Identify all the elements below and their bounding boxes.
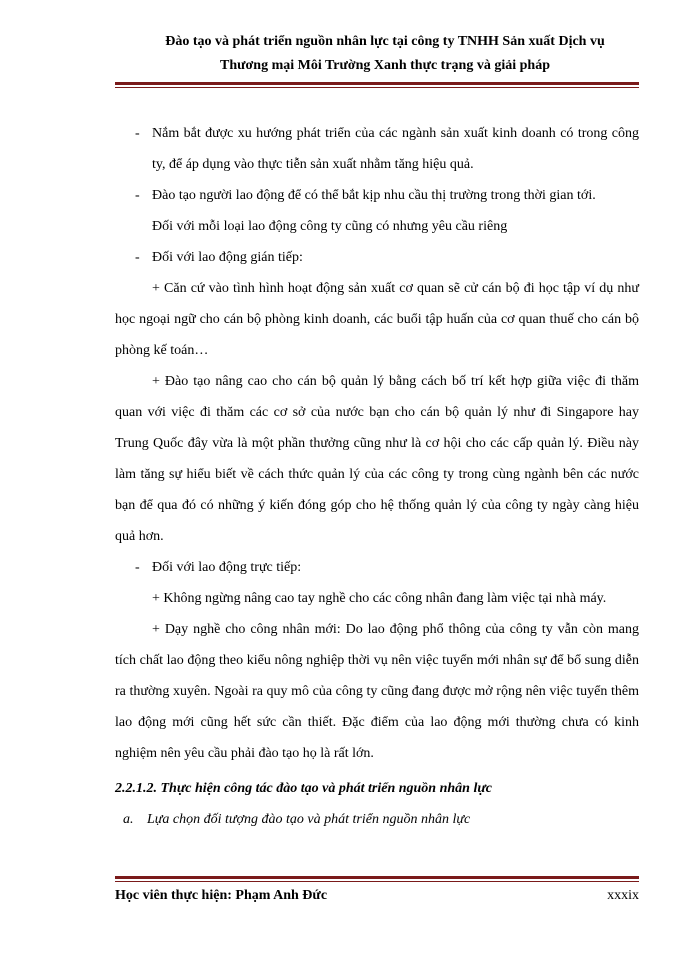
section-heading: 2.2.1.2. Thực hiện công tác đào tạo và phát triển nguồn nhân lực (115, 781, 492, 796)
bullet-text: Nắm bắt được xu hướng phát triển của các ngành sản xuất kinh doanh có trong công ty, để áp dụng vào thực tiễn sản xuất nhằm tăng hiệu quả. (152, 126, 639, 172)
document-body (115, 118, 639, 835)
header-line-2: Thương mại Môi Trường Xanh thực trạng và giải pháp (220, 58, 550, 73)
paragraph: + Không ngừng nâng cao tay nghề cho các công nhân đang làm việc tại nhà máy. (152, 591, 607, 606)
footer-divider (115, 876, 639, 882)
bullet-dash: - (135, 250, 140, 265)
bullet-paragraph (115, 180, 639, 211)
page-header-title (100, 30, 670, 78)
bullet-paragraph (115, 552, 639, 583)
paragraph: + Đào tạo nâng cao cho cán bộ quản lý bằng cách bố trí kết hợp giữa việc đi thăm quan với việc đi thăm các cơ sở của nước bạn cho cán bộ quản lý như đi Singapore hay Trung Quốc đây vừa là một phần thưởng cũng như là cơ hội cho các cấp quản lý. Điều này làm tăng sự hiểu biết về cách thức quản lý của các công ty trong cùng ngành bên các nước bạn để qua đó có những ý kiến đóng góp cho hệ thống quản lý của công ty ngày càng hiệu quả hơn. (115, 374, 639, 544)
header-line-1: Đào tạo và phát triển nguồn nhân lực tại công ty TNHH Sản xuất Dịch vụ (165, 34, 605, 49)
bullet-dash: - (135, 560, 140, 575)
page-footer (115, 888, 639, 904)
paragraph: + Căn cứ vào tình hình hoạt động sản xuất cơ quan sẽ cử cán bộ đi học tập ví dụ như học ngoại ngữ cho cán bộ phòng kinh doanh, các buổi tập huấn của cơ quan thuế cho cán bộ phòng kế toán… (115, 281, 639, 358)
bullet-text: Đào tạo người lao động để có thể bắt kịp nhu cầu thị trường trong thời gian tới. (152, 188, 596, 203)
paragraph: Đối với mỗi loại lao động công ty cũng có nhưng yêu cầu riêng (152, 219, 508, 234)
subsection-text: Lựa chọn đối tượng đào tạo và phát triển nguồn nhân lực (147, 812, 471, 827)
bullet-dash: - (135, 126, 140, 141)
paragraph: + Dạy nghề cho công nhân mới: Do lao động phổ thông của công ty vẫn còn mang tích chất lao động theo kiểu nông nghiệp thời vụ nên việc tuyển mới nhân sự để bổ sung diễn ra thường xuyên. Ngoài ra quy mô của công ty cũng đang được mở rộng nên việc tuyển thêm lao động mới cũng hết sức cần thiết. Đặc điểm của lao động mới thường chưa có kinh nghiệm nên yêu cầu phải đào tạo họ là rất lớn. (115, 622, 639, 761)
page-number: xxxix (607, 888, 639, 903)
subsection-label: a. (123, 812, 134, 827)
bullet-dash: - (135, 188, 140, 203)
bullet-paragraph (115, 118, 639, 180)
bullet-text: Đối với lao động gián tiếp: (152, 250, 303, 265)
subsection-heading (115, 804, 639, 835)
footer-author: Học viên thực hiện: Phạm Anh Đức (115, 888, 328, 903)
bullet-text: Đối với lao động trực tiếp: (152, 560, 302, 575)
header-divider (115, 82, 639, 88)
bullet-paragraph (115, 242, 639, 273)
